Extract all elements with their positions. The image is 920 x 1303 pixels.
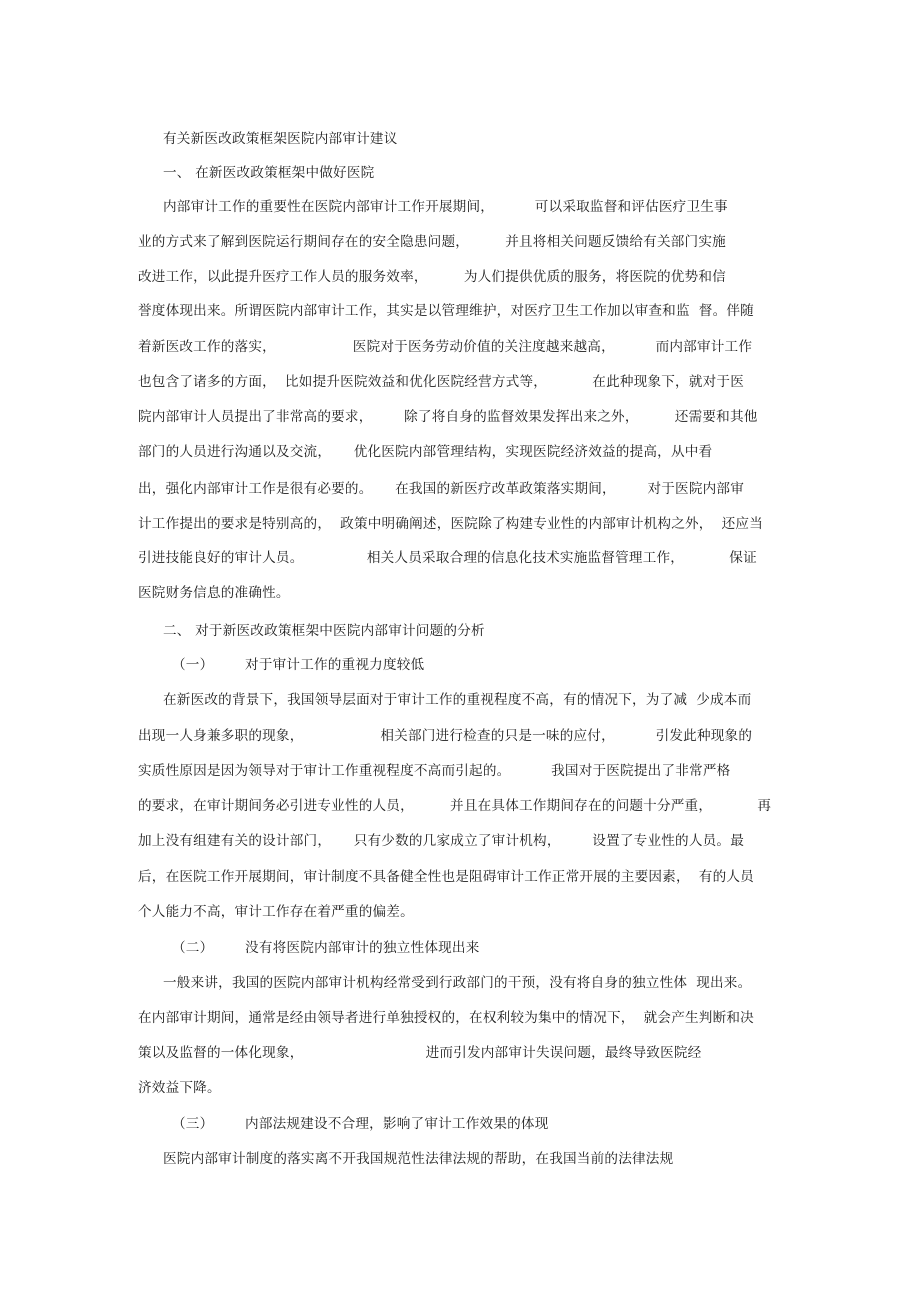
paragraph-line: 在内部审计期间，通常是经由领导者进行单独授权的，在权利较为集中的情况下， 就会产生判断和决 [138, 1010, 754, 1026]
paragraph-line: 计工作提出的要求是特别高的， 政策中明确阐述，医院除了构建专业性的内部审计机构之外， 还应当 [138, 516, 764, 532]
paragraph-line: 一般来讲，我国的医院内部审计机构经常受到行政部门的干预，没有将自身的独立性体 现出来。 [163, 975, 752, 991]
paragraph-line: 出现一人身兼多职的现象， 相关部门进行检查的只是一味的应付， 引发此种现象的 [138, 728, 753, 744]
paragraph-line: 医院内部审计制度的落实离不开我国规范性法律法规的帮助，在我国当前的法律法规 [163, 1151, 674, 1167]
paragraph-line: 策以及监督的一体化现象， 进而引发内部审计失误问题，最终导致医院经 [138, 1045, 702, 1061]
paragraph-line: 也包含了诸多的方面， 比如提升医院效益和优化医院经营方式等， 在此种现象下，就对于医 [138, 374, 744, 390]
subsection-1-heading: （一） 对于审计工作的重视力度较低 [172, 657, 425, 673]
paragraph-line: 个人能力不高，审计工作存在着严重的偏差。 [138, 904, 414, 920]
paragraph-line: 济效益下降。 [138, 1080, 221, 1096]
paragraph-line: 着新医改工作的落实， 医院对于医务劳动价值的关注度越来越高， 而内部审计工作 [138, 339, 753, 355]
paragraph-line: 出，强化内部审计工作是很有必要的。 在我国的新医疗改革政策落实期间， 对于医院内部审 [138, 481, 744, 497]
paragraph-line: 改进工作，以此提升医疗工作人员的服务效率， 为人们提供优质的服务，将医院的优势和信 [138, 269, 726, 285]
paragraph-line: 内部审计工作的重要性在医院内部审计工作开展期间， 可以采取监督和评估医疗卫生事 [163, 199, 728, 215]
paragraph-line: 部门的人员进行沟通以及交流， 优化医院内部管理结构，实现医院经济效益的提高，从中看 [138, 444, 713, 460]
paragraph-line: 的要求，在审计期间务必引进专业性的人员， 并且在具体工作期间存在的问题十分严重， 再 [138, 798, 772, 814]
subsection-3-heading: （三） 内部法规建设不合理，影响了审计工作效果的体现 [172, 1116, 549, 1132]
paragraph-line: 业的方式来了解到医院运行期间存在的安全隐患问题， 并且将相关问题反馈给有关部门实施 [138, 234, 726, 250]
paragraph-line: 医院财务信息的准确性。 [138, 585, 290, 601]
paragraph-line: 引进技能良好的审计人员。 相关人员采取合理的信息化技术实施监督管理工作， 保证 [138, 550, 757, 566]
paragraph-line: 后，在医院工作开展期间，审计制度不具备健全性也是阻碍审计工作正常开展的主要因素， 有的人员 [138, 869, 754, 885]
paragraph-line: 在新医改的背景下，我国领导层面对于审计工作的重视程度不高，有的情况下，为了减 少成本而 [163, 692, 752, 708]
paragraph-line: 誉度体现出来。所谓医院内部审计工作，其实是以管理维护，对医疗卫生工作加以审查和监 督。伴随 [138, 303, 754, 319]
paragraph-line: 院内部审计人员提出了非常高的要求， 除了将自身的监督效果发挥出来之外， 还需要和其他 [138, 409, 758, 425]
document-title: 有关新医改政策框架医院内部审计建议 [163, 131, 398, 147]
subsection-2-heading: （二） 没有将医院内部审计的独立性体现出来 [172, 940, 480, 956]
paragraph-line: 加上没有组建有关的设计部门， 只有少数的几家成立了审计机构， 设置了专业性的人员。最 [138, 833, 744, 849]
section-1-heading: 一、 在新医改政策框架中做好医院 [163, 165, 375, 181]
paragraph-line: 实质性原因是因为领导对于审计工作重视程度不高而引起的。 我国对于医院提出了非常严格 [138, 763, 731, 779]
section-2-heading: 二、 对于新医改政策框架中医院内部审计问题的分析 [163, 623, 485, 639]
